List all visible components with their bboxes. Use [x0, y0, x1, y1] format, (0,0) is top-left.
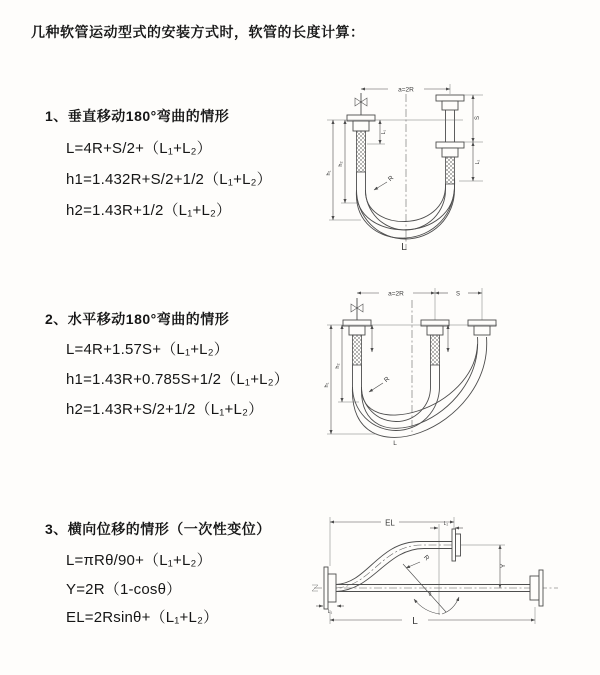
- diagram-lateral-displacement: [302, 500, 562, 635]
- formula-line: h1=1.432R+S/2+1/2（L₁+L₂）: [66, 171, 272, 188]
- hose-curve: [353, 387, 440, 431]
- formula-line: h2=1.43R+S/2+1/2（L₁+L₂）: [66, 401, 264, 418]
- dim-label-el: EL: [385, 518, 395, 528]
- braided-hose-section: [446, 157, 455, 184]
- section-1-heading: 1、垂直移动180°弯曲的情形: [45, 108, 230, 124]
- formula-line: EL=2Rsinθ+（L₁+L₂）: [66, 609, 219, 626]
- diagram-vertical-180-bend: [303, 78, 498, 256]
- dim-label-s: S: [475, 115, 481, 121]
- formula-line: L=4R+1.57S+（L₁+L₂）: [66, 341, 229, 358]
- hose-curve: [361, 344, 477, 415]
- hose-curve: [336, 542, 452, 585]
- section-3-heading: 3、横向位移的情形（一次性变位）: [45, 521, 271, 537]
- hose-curve: [365, 184, 445, 222]
- hose-curve: [361, 337, 477, 428]
- dim-label-a2r: a=2R: [398, 86, 414, 94]
- dim-label-r: R: [386, 174, 396, 184]
- dim-label-l1: L₁: [381, 129, 387, 135]
- hose-curve: [357, 190, 455, 239]
- dim-label-l2: L₂: [475, 159, 481, 165]
- formula-line: h2=1.43R+1/2（L₁+L₂）: [66, 202, 232, 219]
- dim-label-h2: h₂: [338, 161, 344, 167]
- formula-line: L=4R+S/2+（L₁+L₂）: [66, 140, 212, 157]
- hose-curve: [362, 387, 431, 422]
- dim-label-r: R: [421, 553, 431, 563]
- angle-arc: [442, 597, 459, 614]
- braided-hose-section: [357, 131, 366, 172]
- dim-label-l: L: [401, 242, 407, 253]
- dim-label-theta: θ: [428, 592, 432, 598]
- dim-label-s: S: [455, 291, 461, 298]
- dim-label-y: Y: [500, 563, 507, 569]
- dim-label-l2: L₂: [443, 521, 449, 527]
- dim-label-l1: L₁: [327, 609, 333, 615]
- hose-curve: [336, 549, 452, 592]
- section-2-heading: 2、水平移动180°弯曲的情形: [45, 311, 230, 327]
- dim-label-a2r: a=2R: [388, 290, 404, 298]
- hose-centerline: [336, 545, 452, 588]
- formula-line: Y=2R（1-cosθ）: [66, 581, 182, 598]
- braided-hose-section: [431, 335, 440, 365]
- page-title: 几种软管运动型式的安装方式时，软管的长度计算：: [31, 24, 365, 40]
- dim-label-l: L: [412, 616, 418, 627]
- diagram-horizontal-180-bend: [315, 282, 535, 454]
- dim-label-r: R: [382, 375, 392, 385]
- dim-label-h2: h₂: [335, 363, 341, 369]
- dim-label-l: L: [393, 440, 397, 447]
- dim-label-h1: h₁: [326, 170, 332, 176]
- dim-label-h1: h₁: [324, 382, 330, 388]
- hose-curve: [352, 337, 486, 437]
- formula-line: h1=1.43R+0.785S+1/2（L₁+L₂）: [66, 371, 289, 388]
- formula-line: L=πRθ/90+（L₁+L₂）: [66, 552, 212, 569]
- braided-hose-section: [353, 335, 362, 365]
